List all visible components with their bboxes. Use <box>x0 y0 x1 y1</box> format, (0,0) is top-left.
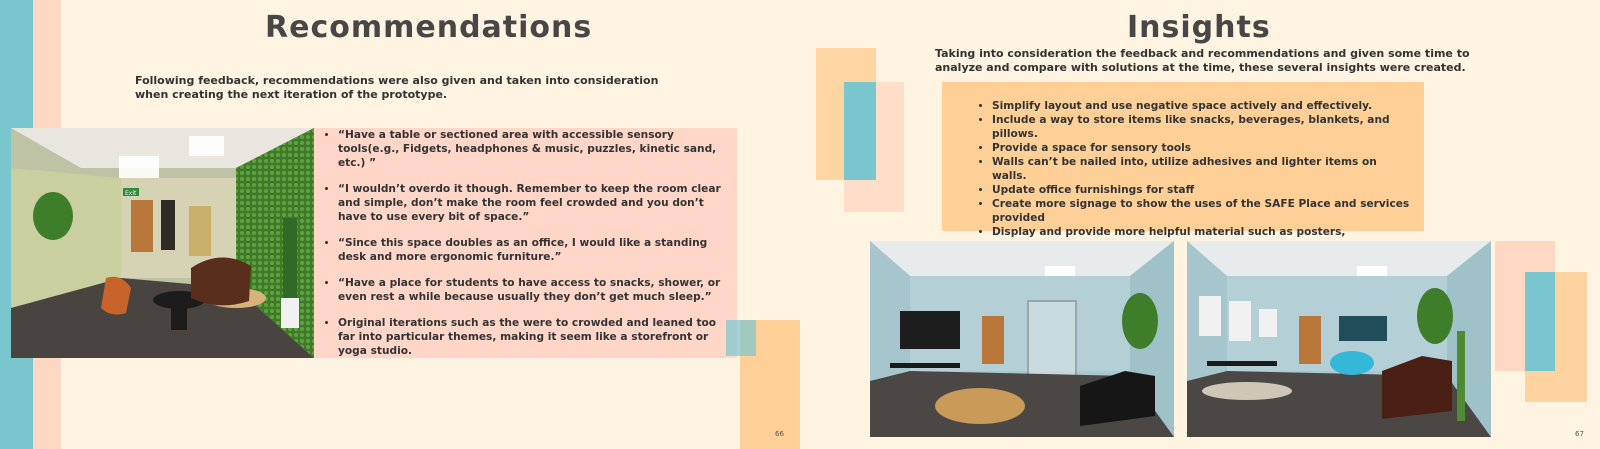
room-render-image <box>11 128 314 358</box>
teal-block-small <box>726 320 756 356</box>
teal-block-right <box>844 82 876 180</box>
recommendations-intro: Following feedback, recommendations were also given and taken into consideration when creating the next iteration of the prototype. <box>135 74 659 101</box>
insight-item: • Provide a space for sensory tools <box>992 141 1410 155</box>
room-photo-1 <box>870 241 1174 437</box>
room-photo-2 <box>1187 241 1491 437</box>
exit-sign-text: Exit <box>125 190 137 197</box>
quote-item: • “Have a table or sectioned area with accessible sensory tools(e.g., Fidgets, headphones & music, puzzles, kinetic sand, etc.) ” <box>338 128 736 170</box>
insights-intro: Taking into consideration the feedback and recommendations and given some time to analyze and compare with solutions at the time, these several insights were created. <box>935 47 1470 74</box>
quote-item: • “I wouldn’t overdo it though. Remember to keep the room clear and simple, don’t make the room feel crowded and you don’t have to use every bit of space.” <box>338 182 736 224</box>
insight-item: • Include a way to store items like snacks, beverages, blankets, and pillows. <box>992 113 1410 141</box>
quote-item: • Original iterations such as the were to crowded and leaned too far into particular themes, making it seem like a storefront or yoga studio. <box>338 316 736 358</box>
teal-block-far-right <box>1525 272 1555 371</box>
insight-item: • Create more signage to show the uses of the SAFE Place and services provided <box>992 197 1410 225</box>
quotes-list <box>326 128 736 358</box>
insight-item: • Display and provide more helpful material such as posters, <box>992 225 1410 253</box>
quote-item: • “Have a place for students to have access to snacks, shower, or even rest a while because usually they don’t get much sleep.” <box>338 276 736 304</box>
insight-item: • Simplify layout and use negative space actively and effectively. <box>992 99 1410 113</box>
page-title-insights: Insights <box>1127 10 1271 45</box>
insight-item: • Update office furnishings for staff <box>992 183 1410 197</box>
quote-item: • “Since this space doubles as an office, I would like a standing desk and more ergonomic furniture.” <box>338 236 736 264</box>
insights-list <box>980 99 1410 253</box>
page-number-left: 66 <box>775 430 784 438</box>
insight-item: • Walls can’t be nailed into, utilize adhesives and lighter items on walls. <box>992 155 1410 183</box>
page-title-recommendations: Recommendations <box>265 10 593 45</box>
page-number-right: 67 <box>1575 430 1584 438</box>
